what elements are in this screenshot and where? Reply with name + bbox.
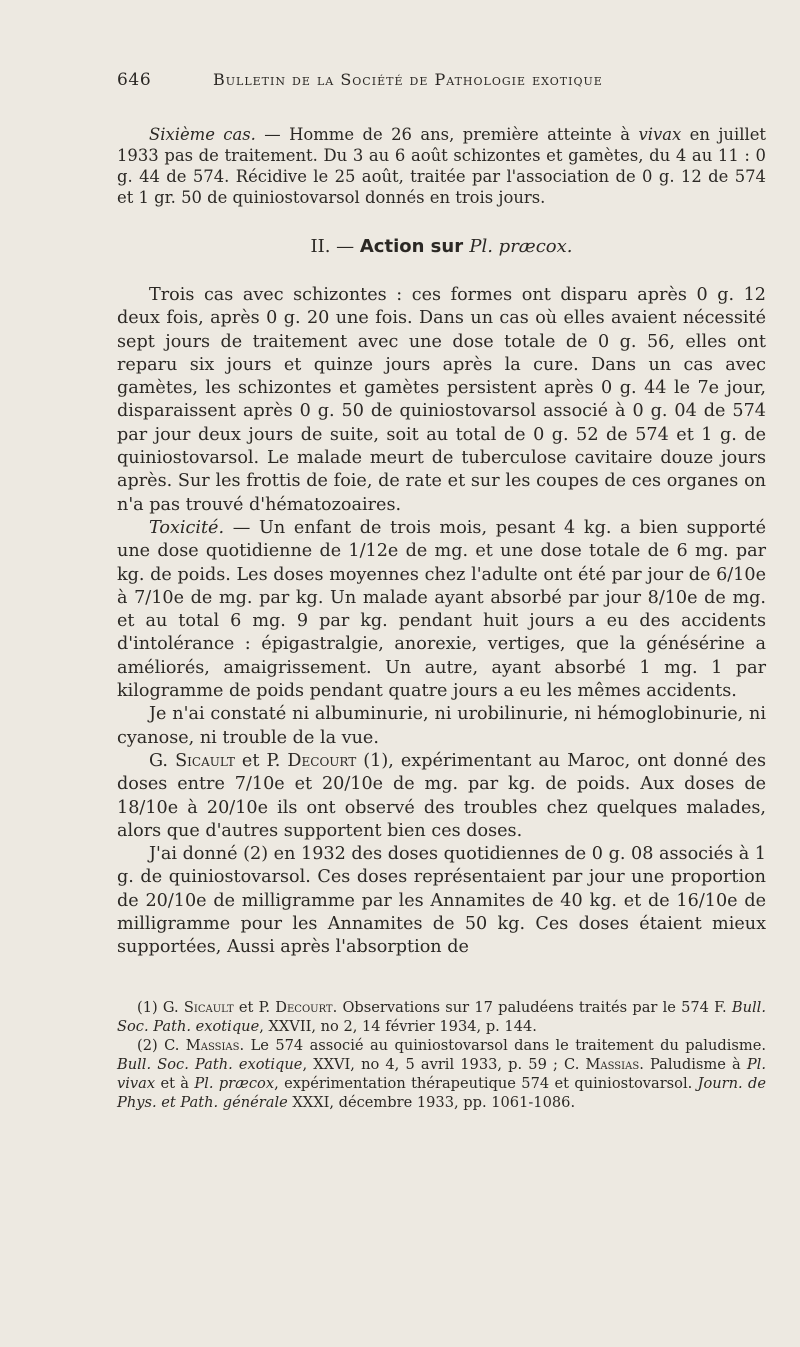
sicault-text: (1), expérimentant au Maroc, ont donné des doses entre 7/10e et 20/10e de mg. par kg. de poids. Aux doses de 18/10e à 20/10e ils ont observé des troubles chez quelques malades, alors que d'autres supportent bien ces doses. (117, 750, 767, 841)
case-six-text-2: en juillet 1933 pas de traitement. Du 3 au 6 août schizontes et gamètes, du 4 au 11 : 0 g. 44 de 574. Récidive le 25 août, traitée par l'association de 0 g. 12 de 574 et 1 gr. 50 de quiniostovarsol donnés en trois jours. (117, 125, 766, 207)
footnote-1-author-2: Decourt (275, 998, 333, 1016)
author-and: et P. (234, 750, 288, 771)
toxicite-text: — Un enfant de trois mois, pesant 4 kg. a bien supporté une dose quotidienne de 1/12e de mg. et une dose totale de 6 mg. par kg. de poids. Les doses moyennes chez l'adulte ont été par jour de 6/10e à 7/10e de mg. par kg. Un malade ayant absorbé par jour 8/10e de mg. et au total 6 mg. 9 par kg. pendant huit jours a eu des accidents d'intolérance : épigastralgie, anorexie, vertiges, que la génésérine a améliorés, amaigrissement. Un autre, ayant absorbé 1 mg. 1 par kilogramme de poids pendant quatre jours a eu les mêmes accidents. (117, 517, 766, 702)
footnote-2-ref-2: XXXI, décembre 1933, pp. 1061-1086. (287, 1093, 576, 1111)
footnote-1-author-1: Sicault (183, 998, 234, 1016)
footnote-2-text-1: . Le 574 associé au quiniostovarsol dans le traitement du paludisme. (239, 1036, 766, 1054)
author-decourt: Decourt (287, 750, 357, 771)
paragraph-toxicite (117, 517, 766, 703)
footnote-1-prefix: (1) G. (137, 998, 184, 1016)
page-number: 646 (117, 70, 152, 90)
vivax-term: vivax (638, 125, 682, 144)
footnote-2-praecox: Pl. præcox (194, 1074, 275, 1092)
case-six-block (117, 124, 766, 208)
paragraph-schizontes: Trois cas avec schizontes : ces formes ont disparu après 0 g. 12 deux fois, après 0 g. 20 une fois. Dans un cas où elles avaient nécessité sept jours de traitement avec une dose totale de 0 g. 56, elles ont reparu six jours et quinze jours après la cure. Dans un cas avec gamètes, les schizontes et gamètes persistent après 0 g. 44 le 7e jour, disparaissent après 0 g. 50 de quiniostovarsol associé à 0 g. 04 de 574 par jour deux jours de suite, soit au total de 0 g. 52 de 574 et 1 g. de quiniostovarsol. Le malade meurt de tuberculose cavitaire douze jours après. Sur les frottis de foie, de rate et sur les coupes de ces organes on n'a pas trouvé d'hématozoaires. (117, 285, 766, 515)
footnote-2-ref-1: , XXVI, no 4, 5 avril 1933, p. 59 ; C. (302, 1055, 586, 1073)
footnote-1-journal: Bull. Soc. Path. exotique (117, 998, 766, 1035)
footnote-1-text: . Observations sur 17 paludéens traités par le 574 F. (332, 998, 732, 1016)
running-header (117, 70, 766, 90)
footnote-1-ref: , XXVII, no 2, 14 février 1934, p. 144. (259, 1017, 537, 1035)
footnote-2-journal-2: Journ. de Phys. et Path. générale (117, 1074, 766, 1111)
footnote-1-mid: et P. (233, 998, 276, 1016)
section-number: II. — (310, 236, 360, 257)
footnote-2-text-3: et à (155, 1074, 195, 1092)
footnote-2-journal-1: Bull. Soc. Path. exotique (117, 1055, 303, 1073)
footnote-2-vivax: Pl. vivax (117, 1055, 766, 1092)
footnote-2-text-2: . Paludisme à (639, 1055, 747, 1073)
paragraph-albuminurie: Je n'ai constaté ni albuminurie, ni urobilinurie, ni hémoglobinurie, ni cyanose, ni trouble de la vue. (117, 704, 766, 748)
paragraph-doses: J'ai donné (2) en 1932 des doses quotidiennes de 0 g. 08 associés à 1 g. de quiniostovarsol. Ces doses représentaient par jour une proportion de 20/10e de milligramme par les Annamites de 40 kg. et de 16/10e de milligramme pour les Annamites de 50 kg. Ces doses étaient mieux supportées, Aussi après l'absorption de (117, 844, 766, 958)
section-title-bold: Action sur (359, 236, 470, 257)
footnote-1 (117, 998, 766, 1036)
author-initial: G. (149, 750, 176, 771)
footnote-2-text-4: , expérimentation thérapeutique 574 et quiniostovarsol. (274, 1074, 698, 1092)
footnote-2-author-2: Massias (585, 1055, 640, 1073)
section-title-italic: Pl. præcox. (469, 236, 573, 257)
running-title: Bulletin de la Société de Pathologie exotique (213, 70, 603, 89)
footnotes (117, 998, 766, 1112)
toxicite-label: Toxicité. (149, 517, 225, 538)
paragraph-sicault (117, 750, 766, 843)
case-six-text: — Homme de 26 ans, première atteinte à (255, 125, 639, 144)
footnote-2 (117, 1036, 766, 1112)
footnote-2-author-1: Massias (185, 1036, 240, 1054)
section-heading (117, 236, 766, 257)
footnote-2-prefix: (2) C. (137, 1036, 186, 1054)
case-six-paragraph (117, 124, 766, 208)
author-sicault: Sicault (175, 750, 235, 771)
case-six-label: Sixième cas. (149, 125, 256, 144)
